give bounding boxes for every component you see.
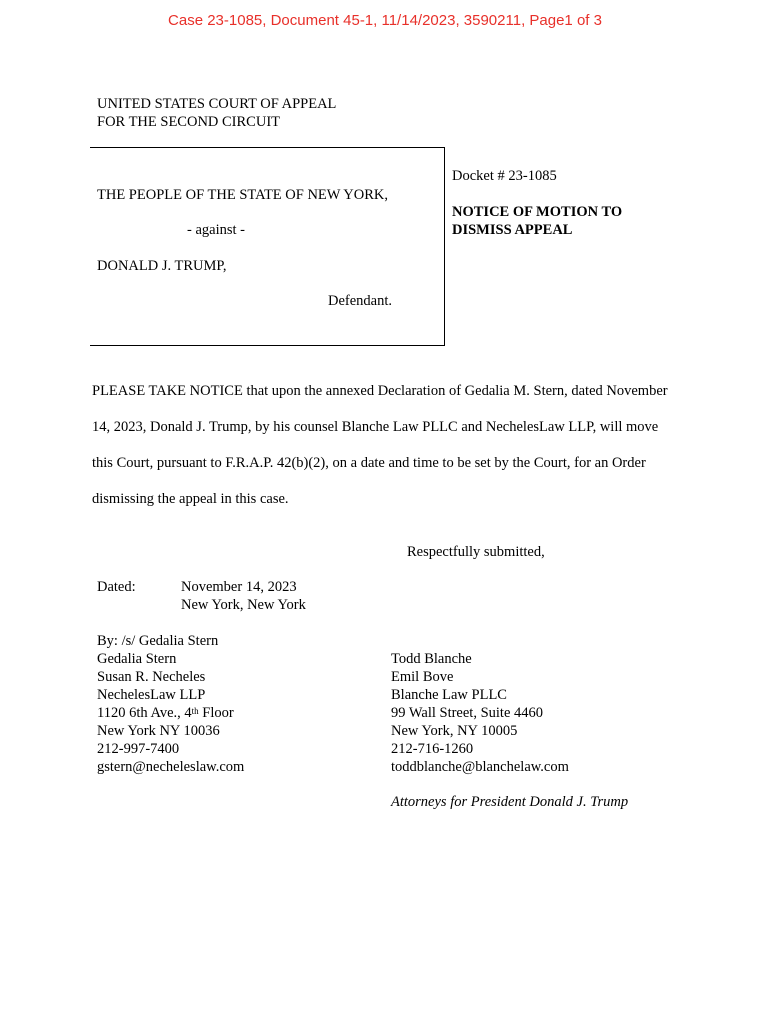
body-line-3: this Court, pursuant to F.R.A.P. 42(b)(2), on a date and time to be set by the Court, for an Order <box>92 455 646 471</box>
body-line-1: PLEASE TAKE NOTICE that upon the annexed Declaration of Gedalia M. Stern, dated November <box>92 383 668 399</box>
right-firm-address: 99 Wall Street, Suite 4460 <box>391 705 544 721</box>
body-line-2: 14, 2023, Donald J. Trump, by his counsel Blanche Law PLLC and NechelesLaw LLP, will move <box>92 419 659 435</box>
case-caption-box <box>90 147 445 346</box>
counsel-name-necheles: Susan R. Necheles <box>97 669 206 685</box>
counsel-name-blanche: Todd Blanche <box>391 651 472 667</box>
signature-line: By: /s/ Gedalia Stern <box>97 633 219 649</box>
against-label: - against - <box>187 222 245 238</box>
defendant-name: DONALD J. TRUMP, <box>97 258 227 274</box>
right-firm-phone: 212-716-1260 <box>391 741 474 757</box>
right-firm-name: Blanche Law PLLC <box>391 687 507 703</box>
case-header-stamp: Case 23-1085, Document 45-1, 11/14/2023, 3590211, Page1 of 3 <box>168 12 602 29</box>
right-firm-city: New York, NY 10005 <box>391 723 518 739</box>
closing-phrase: Respectfully submitted, <box>407 544 545 560</box>
right-firm-email: toddblanche@blanchelaw.com <box>391 759 569 775</box>
left-firm-name: NechelesLaw LLP <box>97 687 206 703</box>
left-firm-address: 1120 6th Ave., 4th Floor <box>97 705 234 721</box>
court-name-line-1: UNITED STATES COURT OF APPEAL <box>97 96 337 112</box>
defendant-role: Defendant. <box>328 293 393 309</box>
court-name-line-2: FOR THE SECOND CIRCUIT <box>97 114 281 130</box>
plaintiff-name: THE PEOPLE OF THE STATE OF NEW YORK, <box>97 187 388 203</box>
counsel-name-stern: Gedalia Stern <box>97 651 177 667</box>
attorneys-role: Attorneys for President Donald J. Trump <box>391 794 629 810</box>
body-line-4: dismissing the appeal in this case. <box>92 491 289 507</box>
left-firm-city: New York NY 10036 <box>97 723 220 739</box>
document-title-line-1: NOTICE OF MOTION TO <box>452 204 623 220</box>
counsel-name-bove: Emil Bove <box>391 669 454 685</box>
left-counsel-block <box>97 632 244 776</box>
left-firm-email: gstern@necheleslaw.com <box>97 759 245 775</box>
dated-date: November 14, 2023 <box>181 579 297 595</box>
right-counsel-block <box>391 650 569 776</box>
left-firm-phone: 212-997-7400 <box>97 741 180 757</box>
dated-place: New York, New York <box>181 597 306 613</box>
docket-number: Docket # 23-1085 <box>452 168 557 184</box>
dated-label: Dated: <box>97 579 136 595</box>
document-title-line-2: DISMISS APPEAL <box>452 222 573 238</box>
